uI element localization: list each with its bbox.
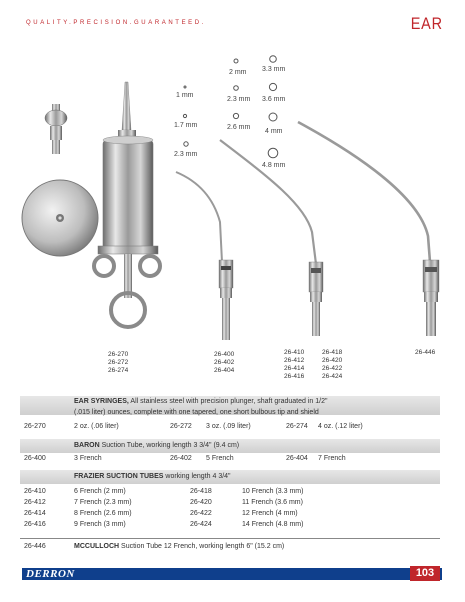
baron-suction-tube-icon bbox=[176, 172, 233, 340]
footer-bar bbox=[22, 568, 442, 580]
frazier-heading bbox=[74, 473, 231, 480]
frazier-title: FRAZIER SUCTION TUBES bbox=[74, 473, 164, 480]
item-desc: 14 French (4.8 mm) bbox=[242, 521, 304, 528]
divider bbox=[20, 538, 440, 539]
tagline: QUALITY.PRECISION.GUARANTEED. bbox=[26, 20, 206, 26]
figure-part-numbers: 26-446 bbox=[415, 349, 436, 356]
part-number: 26-420 bbox=[190, 499, 212, 506]
part-number: 26-270 bbox=[24, 423, 46, 430]
frazier-suction-tube-icon bbox=[220, 140, 323, 336]
brand-logo: DERRON bbox=[26, 568, 75, 580]
part-number: 26-410 bbox=[24, 488, 46, 495]
size-label: 2 mm bbox=[229, 69, 247, 76]
syringe-shield-icon bbox=[22, 180, 98, 256]
part-number: 26-424 bbox=[190, 521, 212, 528]
mcculloch-line bbox=[74, 543, 284, 550]
figure-part-numbers: 26-400 26-402 26-404 bbox=[214, 351, 235, 374]
frazier-desc: working length 4 3/4" bbox=[163, 473, 231, 480]
baron-heading bbox=[74, 442, 239, 449]
item-desc: 6 French (2 mm) bbox=[74, 488, 126, 495]
part-number: 26-418 bbox=[190, 488, 212, 495]
baron-title: BARON bbox=[74, 442, 100, 449]
part-number: 26-400 bbox=[24, 455, 46, 462]
item-desc: 11 French (3.6 mm) bbox=[242, 499, 303, 506]
part-number: 26-272 bbox=[170, 423, 192, 430]
ear-syringe-icon bbox=[94, 82, 160, 327]
item-desc: 3 oz. (.09 liter) bbox=[206, 423, 251, 430]
size-label: 3.6 mm bbox=[262, 96, 286, 103]
section-title: EAR bbox=[410, 14, 443, 33]
item-desc: 7 French bbox=[318, 455, 346, 462]
part-number: 26-422 bbox=[190, 510, 212, 517]
size-label: 1.7 mm bbox=[174, 122, 198, 129]
figure-part-numbers: 26-410 26-412 26-414 26-416 bbox=[284, 349, 305, 380]
figure-part-numbers: 26-418 26-420 26-422 26-424 bbox=[322, 349, 343, 380]
size-label: 4 mm bbox=[265, 128, 283, 135]
size-label: 3.3 mm bbox=[262, 66, 286, 73]
mcculloch-desc: Suction Tube 12 French, working length 6" (15.2 cm) bbox=[119, 543, 285, 550]
item-desc: 3 French bbox=[74, 455, 102, 462]
item-desc: 9 French (3 mm) bbox=[74, 521, 126, 528]
part-number: 26-446 bbox=[24, 543, 46, 550]
ear-syringes-heading bbox=[74, 398, 327, 405]
ear-syringes-desc-2: (.015 liter) ounces, complete with one tapered, one short bulbous tip and shield bbox=[74, 409, 319, 416]
item-desc: 4 oz. (.12 liter) bbox=[318, 423, 363, 430]
part-number: 26-412 bbox=[24, 499, 46, 506]
size-label: 1 mm bbox=[176, 92, 194, 99]
part-number: 26-402 bbox=[170, 455, 192, 462]
ear-syringes-desc: All stainless steel with precision plunger, shaft graduated in 1/2" bbox=[128, 398, 328, 405]
item-desc: 10 French (3.3 mm) bbox=[242, 488, 304, 495]
size-label: 4.8 mm bbox=[262, 162, 286, 169]
size-label: 2.6 mm bbox=[227, 124, 251, 131]
item-desc: 7 French (2.3 mm) bbox=[74, 499, 132, 506]
ear-syringes-title: EAR SYRINGES, bbox=[74, 398, 129, 405]
item-desc: 2 oz. (.06 liter) bbox=[74, 423, 119, 430]
part-number: 26-414 bbox=[24, 510, 46, 517]
page-number: 103 bbox=[410, 566, 440, 581]
item-desc: 5 French bbox=[206, 455, 234, 462]
figure-part-numbers: 26-270 26-272 26-274 bbox=[108, 351, 129, 374]
item-desc: 12 French (4 mm) bbox=[242, 510, 298, 517]
part-number: 26-404 bbox=[286, 455, 308, 462]
baron-desc: Suction Tube, working length 3 3/4" (9.4 cm) bbox=[99, 442, 240, 449]
part-number: 26-274 bbox=[286, 423, 308, 430]
part-number: 26-416 bbox=[24, 521, 46, 528]
size-label: 2.3 mm bbox=[174, 151, 198, 158]
item-desc: 8 French (2.6 mm) bbox=[74, 510, 132, 517]
mcculloch-title: MCCULLOCH bbox=[74, 543, 120, 550]
syringe-tip-icon bbox=[45, 104, 67, 154]
size-label: 2.3 mm bbox=[227, 96, 251, 103]
